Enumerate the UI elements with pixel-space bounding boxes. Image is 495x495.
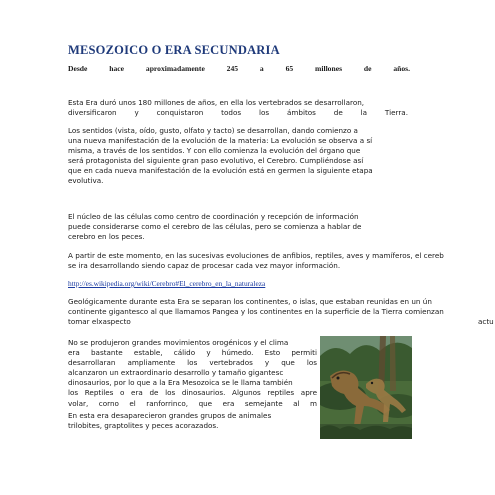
text-line: misma, a través de los sentidos. Y con ello comienza la evolución del órgano que (68, 146, 361, 156)
text-line: los Reptiles o era de los dinosaurios. Algunos reptiles apre (68, 388, 317, 398)
text-line: alcanzaron un extraordinario desarrollo y tamaño gigantesc (68, 368, 284, 378)
subtitle-word: a (259, 64, 264, 73)
paragraph-brain-evolution (68, 251, 444, 271)
subtitle-word: Desde (68, 64, 88, 73)
text-line: En esta era desaparecieron grandes grupos de animales (68, 411, 272, 420)
paragraph-intro (68, 98, 408, 118)
text-line (68, 317, 494, 327)
text-line: El núcleo de las células como centro de coordinación y recepción de información (68, 212, 359, 221)
paragraph-senses (68, 126, 373, 187)
subtitle-word: años. (393, 64, 411, 73)
text-line: se ira desarrollando siendo capaz de procesar cada vez mayor información. (68, 261, 341, 271)
subtitle (68, 64, 410, 73)
text-line: cerebro en los peces. (68, 232, 145, 242)
text-line: continente gigantesco al que llamamos Pangea y los continentes en la superficie de la Tierra comienzan (68, 307, 444, 317)
text-line: era bastante estable, cálido y húmedo. Esto permiti (68, 348, 317, 358)
text-fragment: actu (478, 317, 494, 327)
subtitle-word: aproximadamente (145, 64, 205, 73)
wikipedia-link[interactable]: http://es.wikipedia.org/wiki/Cerebro#El_cerebro_en_la_naturaleza (68, 279, 266, 288)
subtitle-word: millones (315, 64, 343, 73)
paragraph-geology (68, 297, 494, 327)
text-line: desarrollaran ampliamente los vertebrados y que los (68, 358, 317, 368)
text-line: No se produjeron grandes movimientos orogénicos y el clima (68, 338, 289, 347)
text-fragment: tomar elxaspecto (68, 317, 131, 327)
text-line: dinosaurios, por lo que a la Era Mesozoica se le llama también (68, 378, 293, 388)
text-line: una nueva manifestación de la evolución de la materia: La evolución se observa a sí (68, 136, 373, 146)
text-line: trilobites, graptolites y peces acorazados. (68, 421, 219, 431)
text-line: diversificaron y conquistaron todos los ámbitos de la Tierra. (68, 108, 408, 118)
text-line: Geológicamente durante esta Era se separan los continentes, o islas, que estaban reunidas en un ún (68, 297, 432, 306)
page-title: MESOZOICO O ERA SECUNDARIA (68, 43, 280, 57)
text-line: será protagonista del siguiente gran paso evolutivo, el Cerebro. Cumpliéndose así (68, 156, 364, 166)
subtitle-word: de (363, 64, 372, 73)
text-line: puede considerarse como el cerebro de las células, pero se comienza a hablar de (68, 222, 362, 232)
paragraph-cell-nucleus (68, 212, 361, 242)
subtitle-word: 65 (285, 64, 294, 73)
text-line: volar, corno el ranforrinco, que era semejante al m (68, 398, 317, 408)
text-line: Esta Era duró unos 180 millones de años, en ella los vertebrados se desarrollaron, (68, 98, 365, 107)
text-line: evolutiva. (68, 176, 104, 186)
paragraph-extinction (68, 411, 271, 431)
subtitle-word: hace (109, 64, 125, 73)
text-line: Los sentidos (vista, oído, gusto, olfato y tacto) se desarrollan, dando comienzo a (68, 126, 358, 135)
paragraph-climate (68, 338, 317, 409)
subtitle-word: 245 (226, 64, 239, 73)
dinosaur-icon (320, 336, 412, 439)
text-line: que en cada nueva manifestación de la evolución está en germen la siguiente etapa (68, 166, 373, 176)
dinosaur-illustration (320, 336, 412, 439)
text-line: A partir de este momento, en las sucesivas evoluciones de anfibios, reptiles, aves y mamíferos, el cereb (68, 251, 444, 260)
